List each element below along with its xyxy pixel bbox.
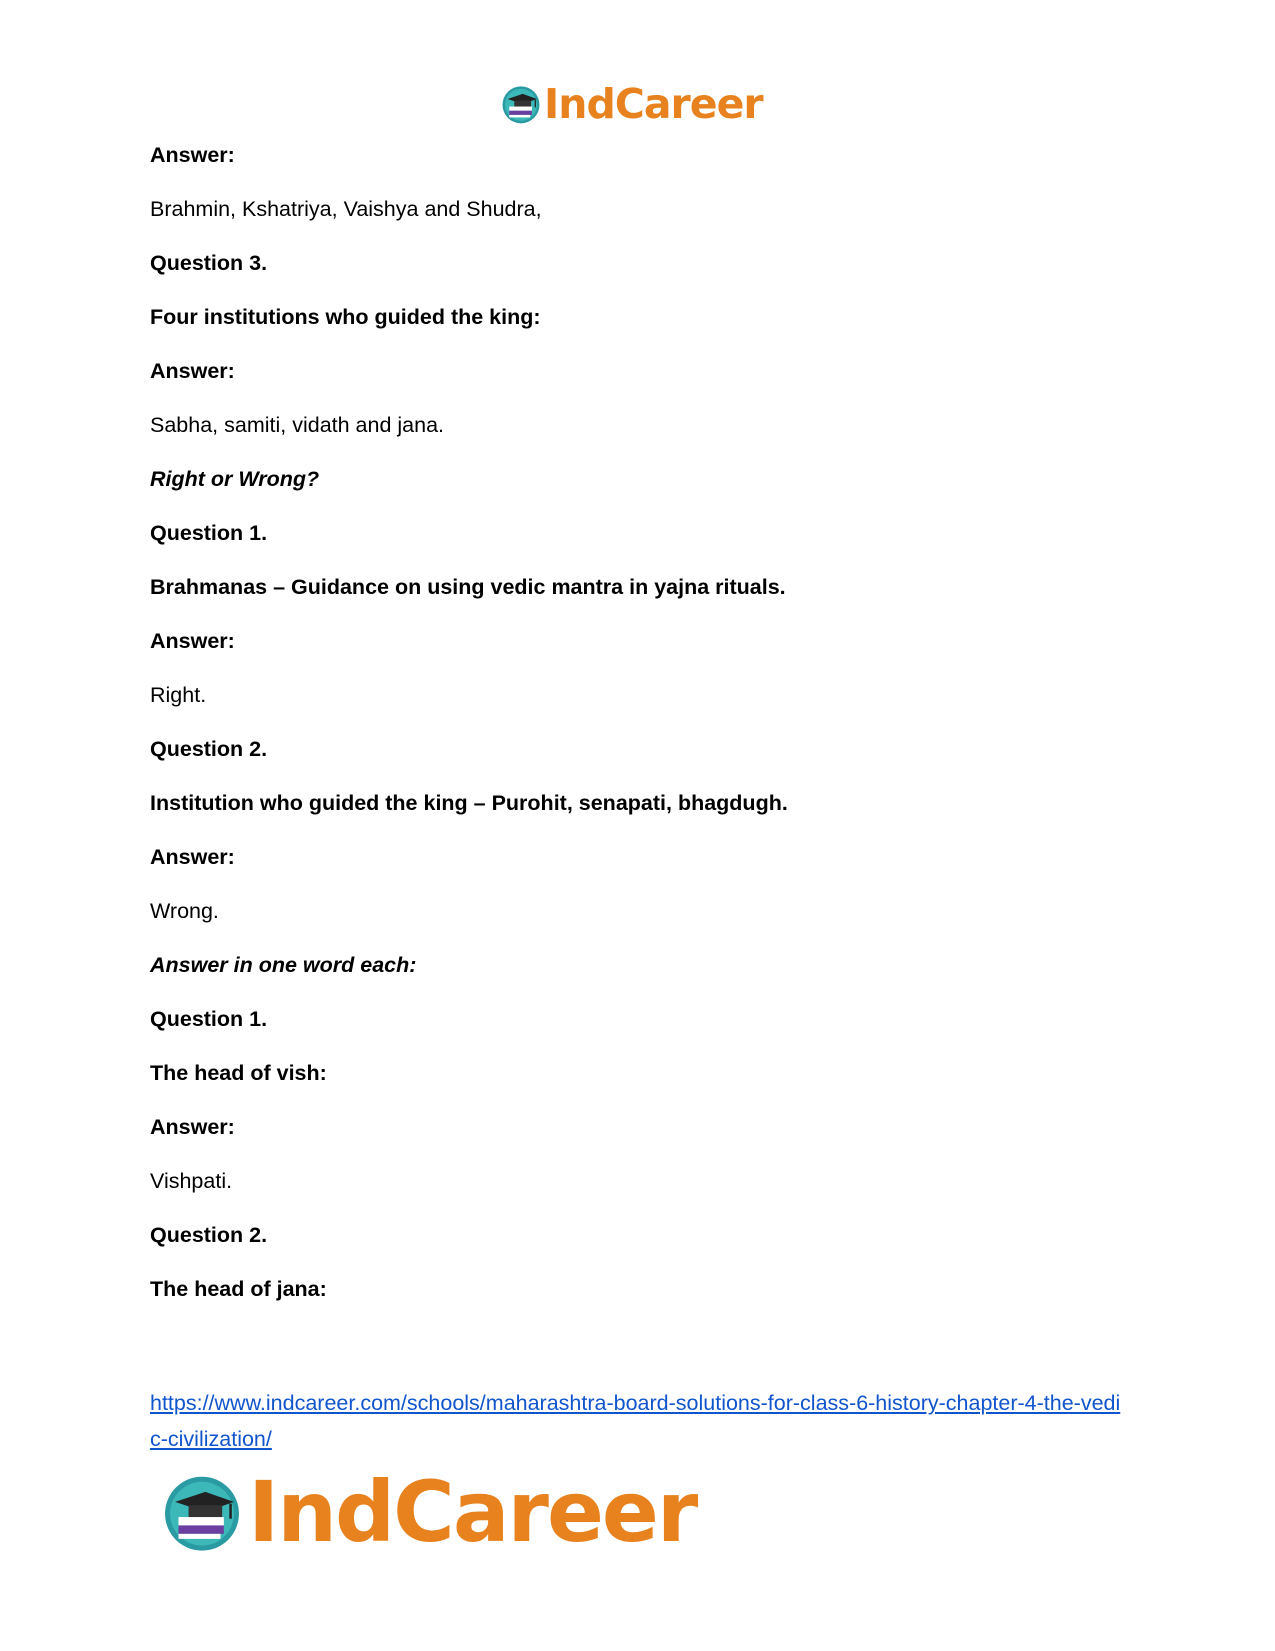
question-number: Question 2. (150, 1223, 268, 1247)
answer-label: Answer: (150, 359, 235, 383)
question-text: The head of vish: (150, 1061, 327, 1085)
question-number: Question 3. (150, 251, 268, 275)
answer-text: Sabha, samiti, vidath and jana. (150, 413, 445, 437)
source-url-link[interactable]: https://www.indcareer.com/schools/maharashtra-board-solutions-for-class-6-history-chapter-4-the-vedic-civilization/ (150, 1391, 1121, 1451)
answer-text: Wrong. (150, 899, 219, 923)
answer-label: Answer: (150, 845, 235, 869)
question-text: Institution who guided the king – Purohit, senapati, bhagdugh. (150, 791, 788, 815)
answer-text: Right. (150, 683, 207, 707)
graduation-cap-book-globe-icon (160, 1470, 244, 1554)
question-text: The head of jana: (150, 1277, 327, 1301)
header-logo (500, 80, 763, 128)
footer-logo (160, 1463, 697, 1561)
question-number: Question 1. (150, 1007, 268, 1031)
question-number: Question 1. (150, 521, 268, 545)
question-number: Question 2. (150, 737, 268, 761)
section-heading: Right or Wrong? (150, 467, 320, 491)
graduation-cap-book-globe-icon (500, 83, 542, 125)
logo-wordmark: IndCareer (544, 79, 763, 128)
answer-text: Brahmin, Kshatriya, Vaishya and Shudra, (150, 197, 542, 221)
answer-label: Answer: (150, 1115, 235, 1139)
section-heading: Answer in one word each: (150, 953, 417, 977)
answer-text: Vishpati. (150, 1169, 233, 1193)
answer-label: Answer: (150, 143, 235, 167)
question-text: Brahmanas – Guidance on using vedic mantra in yajna rituals. (150, 575, 786, 599)
answer-label: Answer: (150, 629, 235, 653)
logo-wordmark: IndCareer (248, 1463, 697, 1561)
question-text: Four institutions who guided the king: (150, 305, 541, 329)
